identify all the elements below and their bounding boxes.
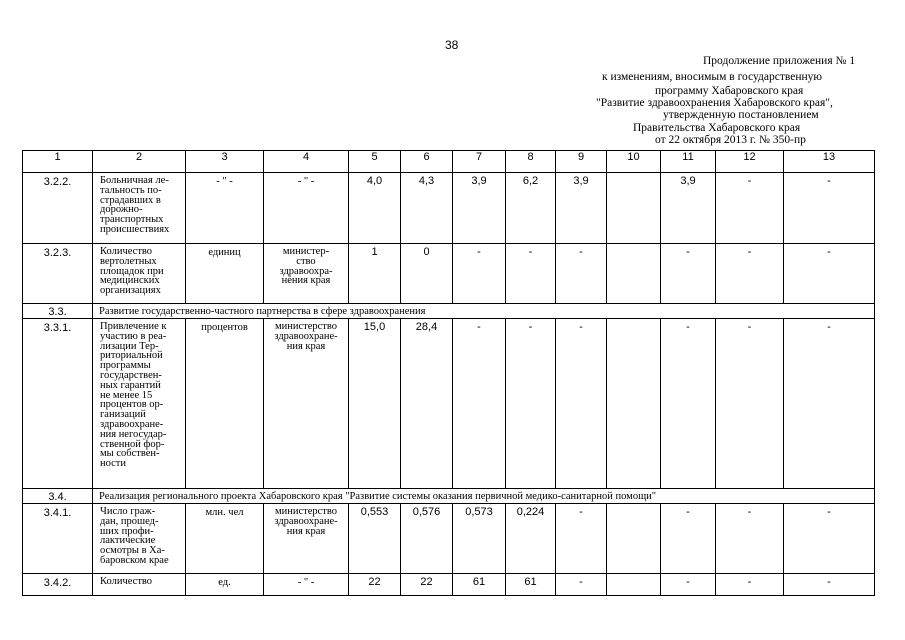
row-code: 3.3.1. (23, 319, 93, 489)
value-cell: 22 (349, 574, 401, 596)
value-cell: 0,553 (349, 504, 401, 574)
indicator-name: Количество вертолетных площадок при медицинских организациях (93, 244, 186, 304)
section-title: Развитие государственно-частного партнерства в сфере здравоохранения (93, 304, 875, 319)
table-row (23, 244, 875, 304)
column-number: 8 (506, 151, 556, 173)
page-number: 38 (445, 38, 459, 52)
section-row (23, 489, 875, 504)
value-cell: - (716, 504, 784, 574)
value-cell: 15,0 (349, 319, 401, 489)
header-line-7: от 22 октября 2013 г. № 350-пр (655, 134, 806, 146)
value-cell: 28,4 (401, 319, 453, 489)
value-cell: 3,9 (661, 173, 716, 244)
indicator-name: Число граж- дан, прошед- ших профи- лактические осмотры в Ха- баровском крае (93, 504, 186, 574)
value-cell: - (661, 574, 716, 596)
unit: - " - (186, 173, 264, 244)
value-cell (607, 574, 661, 596)
column-number: 3 (186, 151, 264, 173)
value-cell: - (506, 244, 556, 304)
value-cell: - (453, 319, 506, 489)
value-cell: 6,2 (506, 173, 556, 244)
unit: ед. (186, 574, 264, 596)
value-cell: - (661, 319, 716, 489)
indicator-name: Привлечение к участию в реа- лизации Тер- риториальной программы государствен- ных гарантий не менее 15 процентов ор- ганизаций здравоохране- ния негосудар- ственной фор- мы собствен- ности (93, 319, 186, 489)
table-row (23, 173, 875, 244)
executor: министерство здравоохране- ния края (264, 319, 349, 489)
column-number: 13 (784, 151, 875, 173)
value-cell (607, 244, 661, 304)
value-cell: - (784, 319, 875, 489)
section-title: Реализация регионального проекта Хабаровского края "Развитие системы оказания первичной медико-санитарной помощи" (93, 489, 875, 504)
column-number: 7 (453, 151, 506, 173)
unit: единиц (186, 244, 264, 304)
header-line-5: утвержденную постановлением (663, 109, 819, 121)
value-cell: 0,224 (506, 504, 556, 574)
row-code: 3.2.3. (23, 244, 93, 304)
executor: министер- ство здравоохра- нения края (264, 244, 349, 304)
appendix-title: Продолжение приложения № 1 (703, 55, 856, 67)
column-number: 10 (607, 151, 661, 173)
value-cell: - (716, 319, 784, 489)
column-number: 4 (264, 151, 349, 173)
column-number: 12 (716, 151, 784, 173)
value-cell: - (784, 574, 875, 596)
value-cell: 3,9 (556, 173, 607, 244)
value-cell (607, 319, 661, 489)
indicators-table (22, 150, 875, 596)
value-cell: - (506, 319, 556, 489)
value-cell: - (453, 244, 506, 304)
header-line-6: Правительства Хабаровского края (633, 122, 801, 134)
header-line-4: "Развитие здравоохранения Хабаровского края", (596, 97, 833, 109)
section-code: 3.4. (23, 489, 93, 504)
value-cell (607, 173, 661, 244)
value-cell: - (784, 504, 875, 574)
executor: - " - (264, 574, 349, 596)
table-row (23, 574, 875, 596)
column-number: 1 (23, 151, 93, 173)
column-number: 5 (349, 151, 401, 173)
value-cell: - (716, 574, 784, 596)
value-cell: - (661, 504, 716, 574)
indicator-name: Больничная ле- тальность по- страдавших в дорожно- транспортных происшествиях (93, 173, 186, 244)
value-cell: - (556, 319, 607, 489)
value-cell: 0,573 (453, 504, 506, 574)
value-cell: 4,3 (401, 173, 453, 244)
value-cell (607, 504, 661, 574)
executor: министерство здравоохране- ния края (264, 504, 349, 574)
column-number: 6 (401, 151, 453, 173)
row-code: 3.4.2. (23, 574, 93, 596)
row-code: 3.2.2. (23, 173, 93, 244)
column-number-row (23, 151, 875, 173)
table-row (23, 504, 875, 574)
value-cell: 61 (453, 574, 506, 596)
section-code: 3.3. (23, 304, 93, 319)
value-cell: 22 (401, 574, 453, 596)
value-cell: 4,0 (349, 173, 401, 244)
unit: млн. чел (186, 504, 264, 574)
column-number: 9 (556, 151, 607, 173)
unit: процентов (186, 319, 264, 489)
value-cell: 3,9 (453, 173, 506, 244)
value-cell: - (556, 574, 607, 596)
value-cell: 0,576 (401, 504, 453, 574)
value-cell: - (716, 244, 784, 304)
section-row (23, 304, 875, 319)
column-number: 11 (661, 151, 716, 173)
value-cell: - (556, 244, 607, 304)
table-row (23, 319, 875, 489)
value-cell: - (661, 244, 716, 304)
value-cell: - (716, 173, 784, 244)
value-cell: - (784, 244, 875, 304)
value-cell: 1 (349, 244, 401, 304)
row-code: 3.4.1. (23, 504, 93, 574)
header-line-3: программу Хабаровского края (655, 85, 804, 97)
executor: - " - (264, 173, 349, 244)
value-cell: 0 (401, 244, 453, 304)
value-cell: - (556, 504, 607, 574)
column-number: 2 (93, 151, 186, 173)
header-line-2: к изменениям, вносимым в государственную (602, 71, 822, 83)
value-cell: - (784, 173, 875, 244)
value-cell: 61 (506, 574, 556, 596)
indicator-name: Количество (93, 574, 186, 596)
